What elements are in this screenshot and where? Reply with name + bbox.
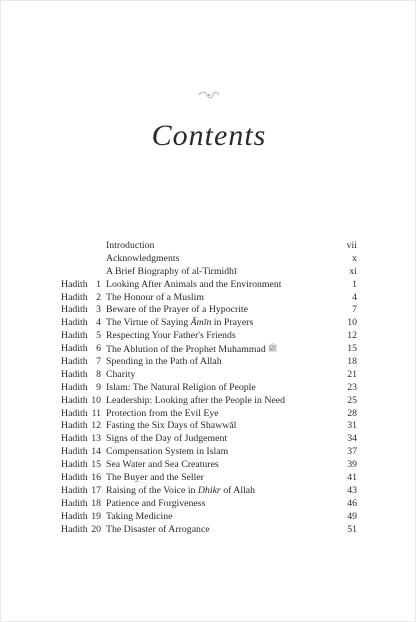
- page-number: 46: [347, 497, 357, 509]
- italic-term: Dhikr: [197, 484, 221, 496]
- toc-entry[interactable]: [61, 485, 357, 498]
- entry-title: Spending in the Path of Allah: [106, 356, 222, 368]
- toc-entry[interactable]: [61, 317, 357, 330]
- hadith-label: Hadith: [61, 407, 88, 419]
- hadith-label: Hadith: [61, 394, 88, 406]
- hadith-label: Hadith: [61, 278, 88, 290]
- hadith-label: Hadith: [61, 343, 88, 355]
- ornament-icon: [1, 87, 416, 99]
- toc-entry[interactable]: [61, 420, 357, 433]
- hadith-number: 5: [96, 330, 101, 342]
- hadith-number: 8: [96, 368, 101, 380]
- entry-title: A Brief Biography of al-Tirmidhī: [106, 265, 237, 277]
- page-number: 37: [347, 446, 357, 458]
- entry-title: Acknowledgments: [106, 252, 180, 264]
- toc-entry[interactable]: [61, 395, 357, 408]
- page-number: 23: [347, 381, 357, 393]
- hadith-number: 11: [91, 407, 101, 419]
- page-number: 31: [347, 420, 357, 432]
- page-number: 49: [347, 510, 357, 522]
- hadith-label: Hadith: [61, 304, 88, 316]
- toc-entry[interactable]: [61, 524, 357, 537]
- page-number: 25: [347, 394, 357, 406]
- entry-title: Patience and Forgiveness: [106, 497, 206, 509]
- page-number: 51: [347, 523, 357, 535]
- toc-entry[interactable]: [61, 240, 357, 253]
- hadith-number: 13: [91, 433, 101, 445]
- entry-title: Raising of the Voice in Dhikr of Allah: [106, 484, 256, 496]
- entry-title: Looking After Animals and the Environment: [106, 278, 282, 290]
- toc-entry[interactable]: [61, 408, 357, 421]
- entry-title: The Disaster of Arrogance: [106, 523, 210, 535]
- entry-title: The Honour of a Muslim: [106, 291, 204, 303]
- page-number: 21: [347, 368, 357, 380]
- entry-title: Signs of the Day of Judgement: [106, 433, 228, 445]
- page-number: x: [352, 252, 357, 264]
- entry-title: Taking Medicine: [106, 510, 173, 522]
- hadith-number: 16: [91, 472, 101, 484]
- entry-title: Fasting the Six Days of Shawwāl: [106, 420, 237, 432]
- hadith-label: Hadith: [61, 420, 88, 432]
- page-number: 28: [347, 407, 357, 419]
- hadith-number: 14: [91, 446, 101, 458]
- entry-title: Respecting Your Father's Friends: [106, 330, 236, 342]
- entry-title: Islam: The Natural Religion of People: [106, 381, 256, 393]
- toc-entry[interactable]: [61, 382, 357, 395]
- hadith-number: 2: [96, 291, 101, 303]
- toc-entry[interactable]: [61, 433, 357, 446]
- hadith-label: Hadith: [61, 472, 88, 484]
- toc-entry[interactable]: [61, 472, 357, 485]
- toc-entry[interactable]: [61, 279, 357, 292]
- toc-entry[interactable]: [61, 369, 357, 382]
- toc-entry[interactable]: [61, 343, 357, 356]
- entry-title: Compensation System in Islam: [106, 446, 229, 458]
- hadith-label: Hadith: [61, 446, 88, 458]
- hadith-number: 9: [96, 381, 101, 393]
- page-number: 18: [347, 356, 357, 368]
- entry-title: The Ablution of the Prophet Muhammad ﷺ: [106, 344, 278, 356]
- toc-entry[interactable]: [61, 292, 357, 305]
- page-number: 39: [347, 459, 357, 471]
- table-of-contents: [61, 240, 357, 536]
- toc-entry[interactable]: [61, 253, 357, 266]
- hadith-label: Hadith: [61, 484, 88, 496]
- toc-entry[interactable]: [61, 304, 357, 317]
- hadith-label: Hadith: [61, 317, 88, 329]
- hadith-number: 1: [96, 278, 101, 290]
- entry-title: Protection from the Evil Eye: [106, 407, 219, 419]
- entry-title: Leadership: Looking after the People in Need: [106, 394, 286, 406]
- hadith-label: Hadith: [61, 381, 88, 393]
- hadith-number: 10: [91, 394, 101, 406]
- page-number: 1: [352, 278, 357, 290]
- page-number: 7: [352, 304, 357, 316]
- hadith-number: 15: [91, 459, 101, 471]
- page-number: 41: [347, 472, 357, 484]
- hadith-number: 17: [91, 484, 101, 496]
- page-number: 43: [347, 484, 357, 496]
- hadith-label: Hadith: [61, 459, 88, 471]
- hadith-number: 19: [91, 510, 101, 522]
- hadith-label: Hadith: [61, 433, 88, 445]
- page-number: 15: [347, 343, 357, 355]
- toc-entry[interactable]: [61, 266, 357, 279]
- page-number: 12: [347, 330, 357, 342]
- page-number: 4: [352, 291, 357, 303]
- hadith-number: 12: [91, 420, 101, 432]
- hadith-label: Hadith: [61, 330, 88, 342]
- page-number: xi: [349, 265, 357, 277]
- hadith-label: Hadith: [61, 497, 88, 509]
- entry-title: The Virtue of Saying Āmīn in Prayers: [106, 317, 254, 329]
- italic-term: Āmīn: [190, 317, 212, 329]
- entry-title: The Buyer and the Seller: [106, 472, 204, 484]
- honorific-icon: ﷺ: [267, 344, 278, 354]
- toc-entry[interactable]: [61, 459, 357, 472]
- entry-title: Charity: [106, 368, 136, 380]
- toc-entry[interactable]: [61, 446, 357, 459]
- page-number: vii: [346, 240, 357, 251]
- entry-title: Introduction: [106, 240, 155, 251]
- hadith-number: 6: [96, 343, 101, 355]
- hadith-label: Hadith: [61, 368, 88, 380]
- hadith-number: 4: [96, 317, 101, 329]
- toc-entry[interactable]: [61, 330, 357, 343]
- page-number: 34: [347, 433, 357, 445]
- hadith-number: 18: [91, 497, 101, 509]
- toc-entry[interactable]: [61, 511, 357, 524]
- hadith-number: 20: [91, 523, 101, 535]
- entry-title: Sea Water and Sea Creatures: [106, 459, 219, 471]
- toc-entry[interactable]: [61, 498, 357, 511]
- entry-title: Beware of the Prayer of a Hypocrite: [106, 304, 248, 316]
- hadith-label: Hadith: [61, 523, 88, 535]
- hadith-label: Hadith: [61, 291, 88, 303]
- page-number: 10: [347, 317, 357, 329]
- hadith-label: Hadith: [61, 356, 88, 368]
- page-title: Contents: [151, 119, 267, 152]
- hadith-number: 7: [96, 356, 101, 368]
- toc-entry[interactable]: [61, 356, 357, 369]
- hadith-label: Hadith: [61, 510, 88, 522]
- hadith-number: 3: [96, 304, 101, 316]
